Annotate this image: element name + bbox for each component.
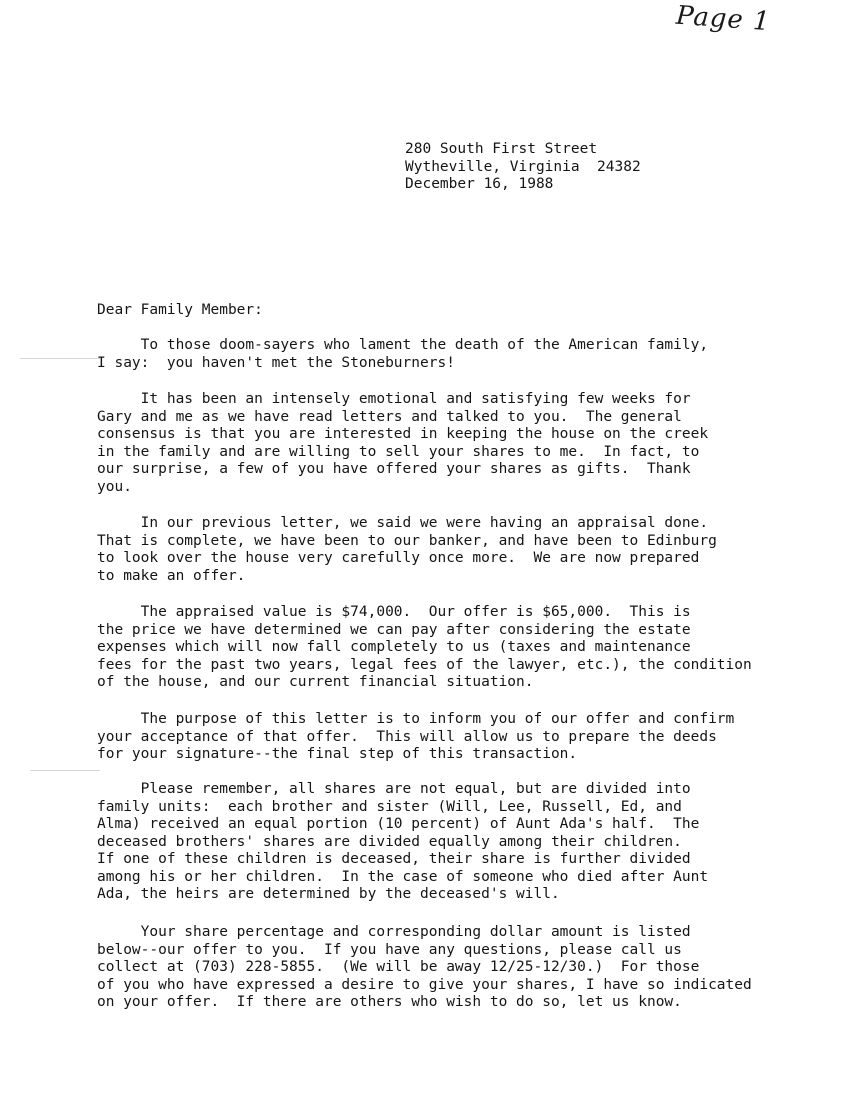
paragraph-line: The appraised value is $74,000. Our offer is $65,000. This is xyxy=(97,604,691,620)
paragraph-line: for your signature--the final step of this transaction. xyxy=(97,746,578,762)
handwritten-page-note: Page 1 xyxy=(675,0,772,38)
scan-artifact-line xyxy=(30,770,100,771)
paragraph-line: collect at (703) 228-5855. (We will be away 12/25-12/30.) For those xyxy=(97,959,700,975)
paragraph-line: your acceptance of that offer. This will allow us to prepare the deeds xyxy=(97,728,717,745)
sender-address-block xyxy=(405,141,641,194)
paragraph-line: to look over the house very carefully once more. We are now prepared xyxy=(97,550,700,566)
paragraph-7 xyxy=(97,924,752,1012)
paragraph-3 xyxy=(97,515,717,585)
paragraph-line: family units: each brother and sister (Will, Lee, Russell, Ed, and xyxy=(97,798,682,815)
paragraph-line: our surprise, a few of you have offered your shares as gifts. Thank xyxy=(97,461,691,477)
paragraph-line: Please remember, all shares are not equal, but are divided into xyxy=(97,781,691,797)
paragraph-line: Ada, the heirs are determined by the deceased's will. xyxy=(97,886,560,902)
paragraph-2 xyxy=(97,391,708,496)
paragraph-1 xyxy=(97,337,708,372)
paragraph-line: of the house, and our current financial situation. xyxy=(97,674,534,690)
paragraph-line: expenses which will now fall completely to us (taxes and maintenance xyxy=(97,639,691,655)
paragraph-line: the price we have determined we can pay after considering the estate xyxy=(97,621,691,638)
paragraph-line: to make an offer. xyxy=(97,567,246,584)
paragraph-6 xyxy=(97,781,708,904)
paragraph-line: To those doom-sayers who lament the death of the American family, xyxy=(97,337,709,353)
letter-date: December 16, 1988 xyxy=(405,176,554,192)
paragraph-line: below--our offer to you. If you have any questions, please call us xyxy=(97,941,682,958)
paragraph-line: Gary and me as we have read letters and talked to you. The general xyxy=(97,408,682,425)
paragraph-line: The purpose of this letter is to inform you of our offer and confirm xyxy=(97,711,735,727)
paragraph-line: among his or her children. In the case of someone who died after Aunt xyxy=(97,868,709,885)
paragraph-line: In our previous letter, we said we were having an appraisal done. xyxy=(97,515,709,531)
paragraph-line: If one of these children is deceased, their share is further divided xyxy=(97,851,691,867)
address-street: 280 South First Street xyxy=(405,141,598,157)
address-city-line: Wytheville, Virginia 24382 xyxy=(405,158,641,175)
paragraph-line: consensus is that you are interested in keeping the house on the creek xyxy=(97,426,709,442)
paragraph-line: on your offer. If there are others who wish to do so, let us know. xyxy=(97,994,682,1010)
paragraph-line: I say: you haven't met the Stoneburners! xyxy=(97,354,455,371)
paragraph-4 xyxy=(97,604,752,692)
paragraph-line: in the family and are willing to sell your shares to me. In fact, to xyxy=(97,443,700,460)
paragraph-line: Alma) received an equal portion (10 percent) of Aunt Ada's half. The xyxy=(97,816,700,832)
salutation: Dear Family Member: xyxy=(97,302,263,318)
paragraph-line: deceased brothers' shares are divided equally among their children. xyxy=(97,833,682,850)
paragraph-line: Your share percentage and corresponding dollar amount is listed xyxy=(97,924,691,940)
scan-artifact-line xyxy=(20,358,100,359)
paragraph-line: you. xyxy=(97,478,132,495)
paragraph-line: fees for the past two years, legal fees of the lawyer, etc.), the condition xyxy=(97,656,752,673)
paragraph-5 xyxy=(97,711,734,764)
paragraph-line: That is complete, we have been to our banker, and have been to Edinburg xyxy=(97,532,717,549)
paragraph-line: of you who have expressed a desire to give your shares, I have so indicated xyxy=(97,976,752,993)
paragraph-line: It has been an intensely emotional and satisfying few weeks for xyxy=(97,391,691,407)
